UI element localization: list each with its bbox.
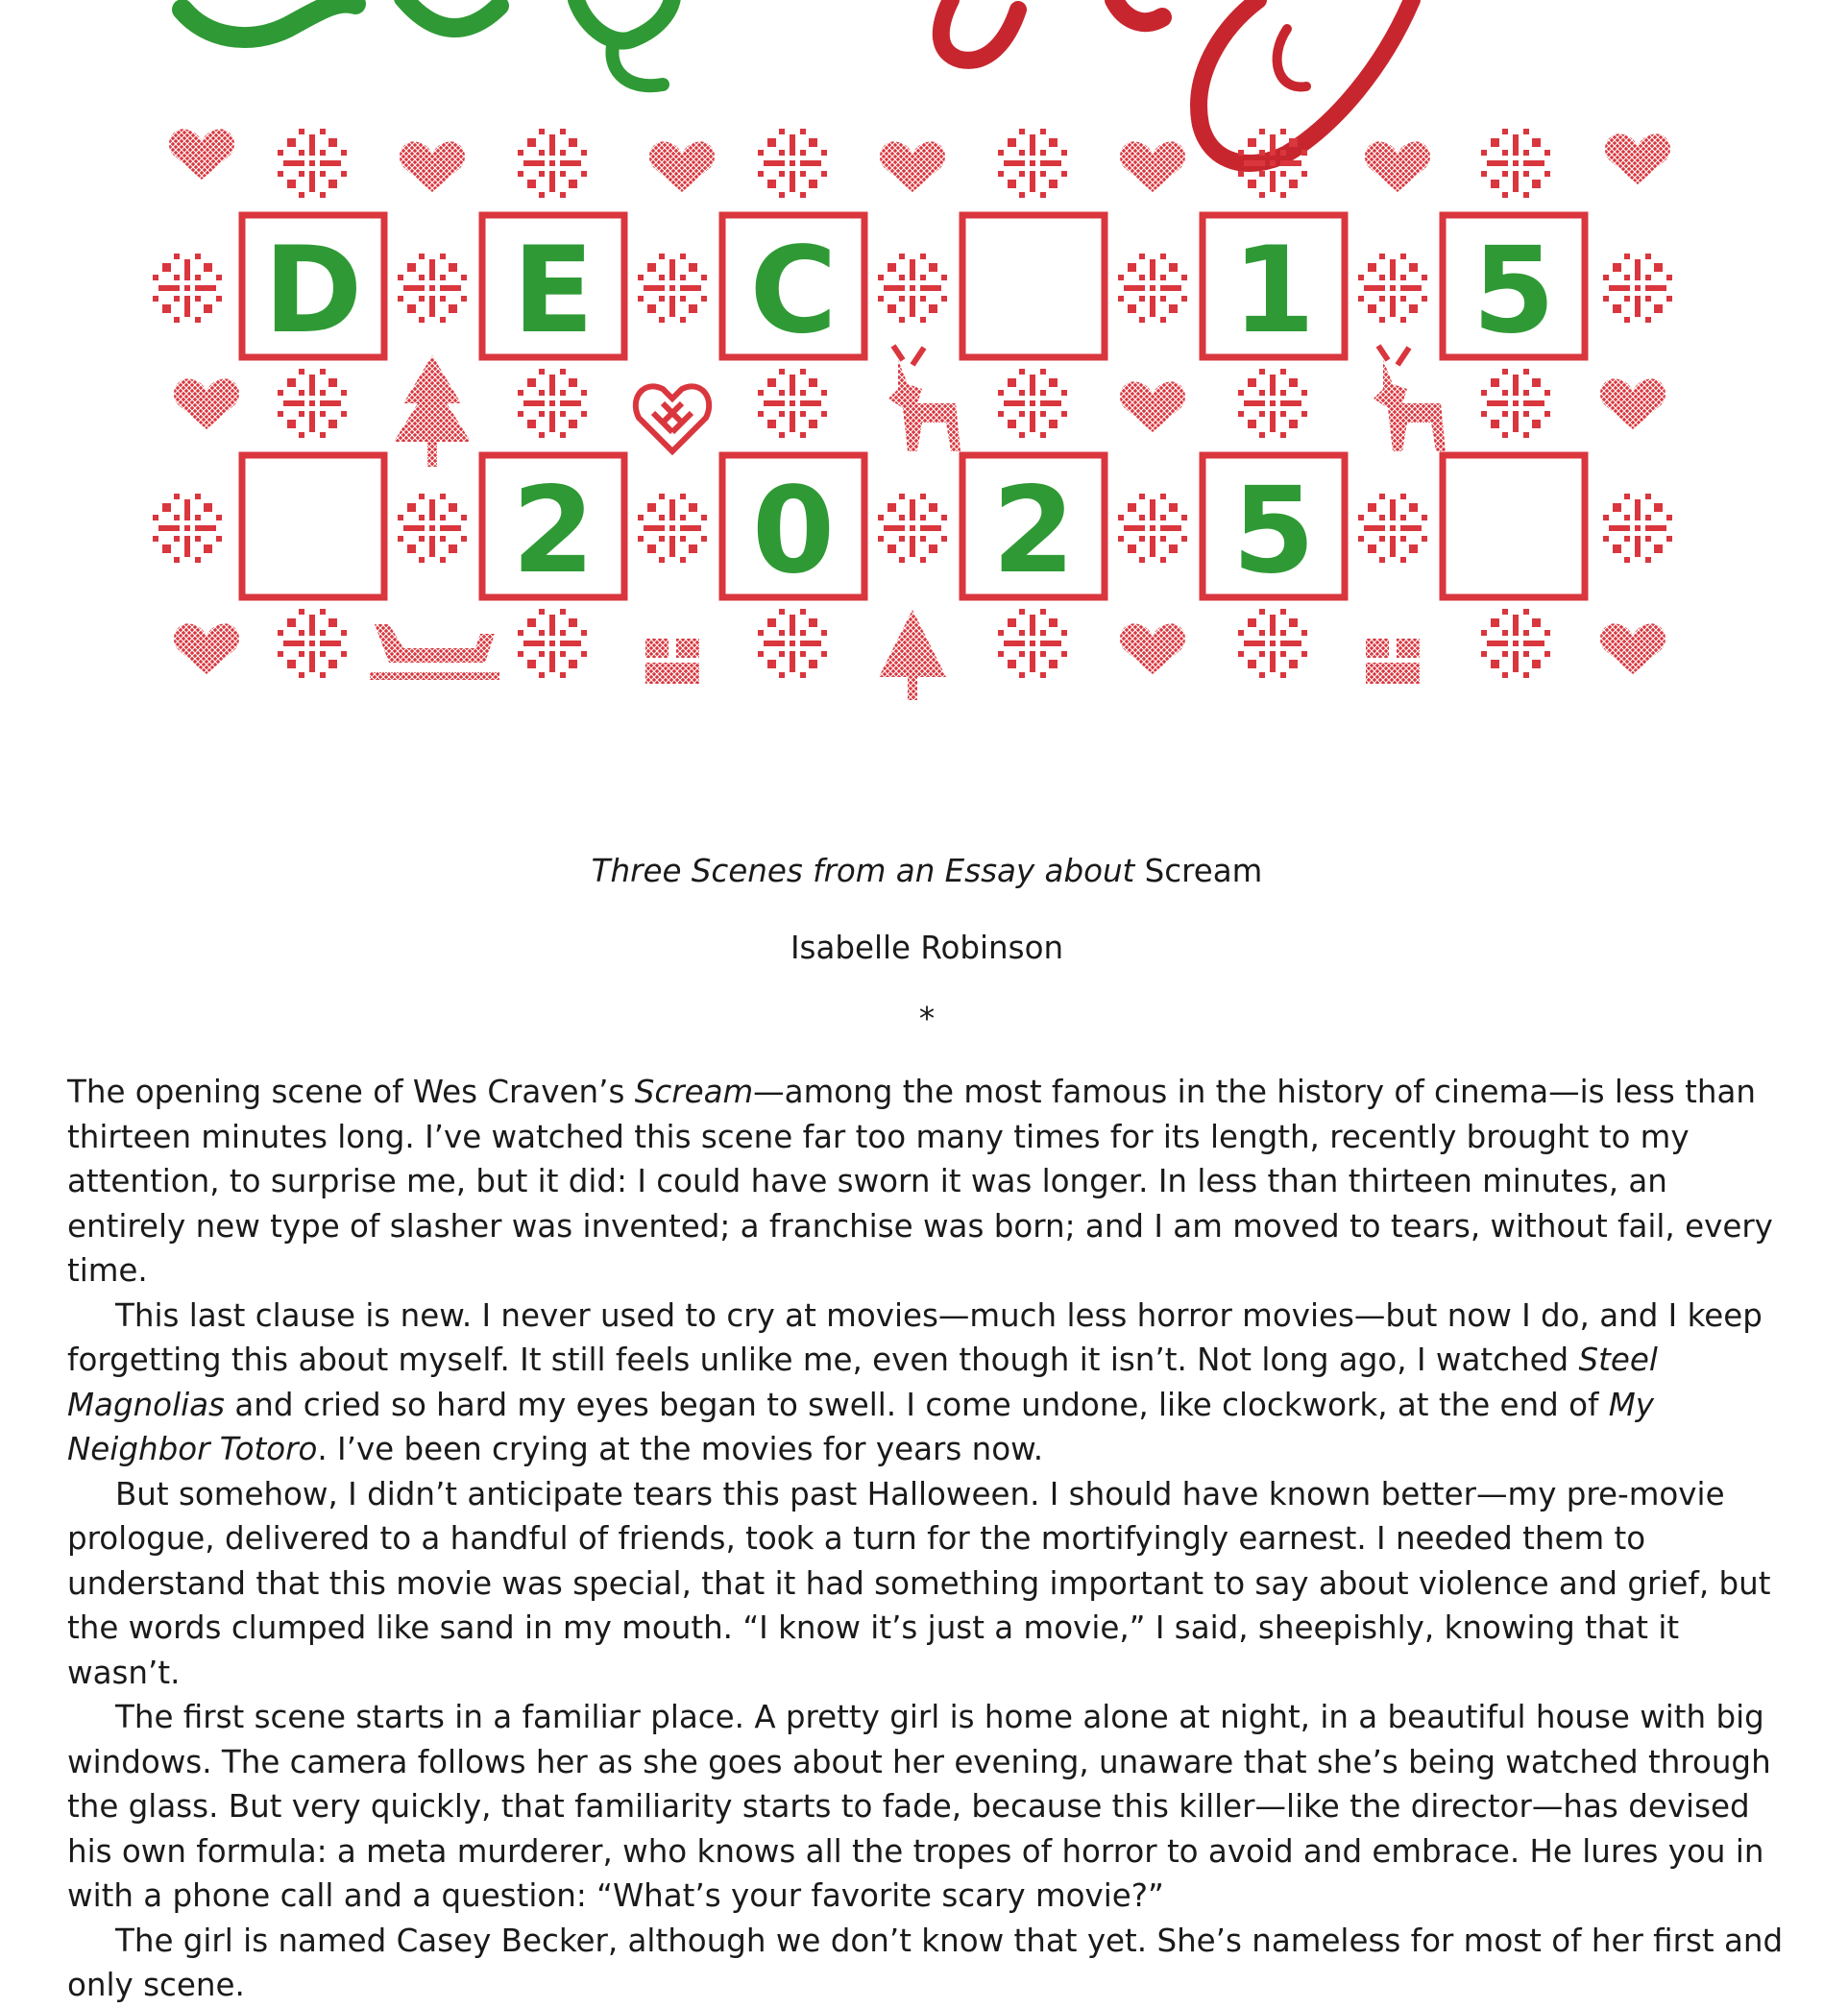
heart-icon [649,141,715,192]
snowflake-icon [1481,609,1550,678]
snowflake-icon [638,494,707,563]
article [67,826,1787,2008]
snowflake-icon [758,129,827,198]
article-title [67,837,1787,905]
date-character: 5 [1471,222,1556,360]
snowflake-icon [758,369,827,438]
heart-icon [1120,141,1185,192]
heart-icon [1120,381,1185,432]
snowflake-icon [518,129,587,198]
snowflake-icon [278,369,347,438]
snowflake-icon [1603,494,1672,563]
date-cell [962,215,1105,357]
date-character: D [263,222,363,360]
date-cell [1203,455,1345,600]
date-cell [962,455,1105,600]
snowflake-icon [278,609,347,678]
holiday-banner [0,0,1848,730]
date-cell [242,455,384,597]
script-lettering-icon [182,0,1412,163]
date-character: 1 [1231,222,1316,360]
heart-icon [1365,141,1430,192]
paragraph: The girl is named Casey Becker, although we don’t know that yet. She’s nameless for most of her first and only scene. [67,1922,1784,2003]
snowflake-icon [1238,609,1307,678]
snowflake-icon [153,494,222,563]
reindeer-icon [1374,346,1446,451]
snowflake-icon [758,609,827,678]
snowflake-icon [398,254,467,323]
date-character: 5 [1231,462,1316,600]
paragraph: This last clause is new. I never used to cry at movies—much less horror movies—but now I do, and I keep forgetting this about myself. It still feels unlike me, even though it isn’t. Not long ago, I watched Steel Magnolias and cried so hard my eyes began to swell. I come undone, like clockwork, at the end of My Neighbor Totoro. I’ve been crying at the movies for years now. [67,1296,1763,1467]
tree-icon [879,610,946,700]
date-cell [722,455,864,600]
snowflake-icon [518,369,587,438]
heart-icon [1600,623,1666,674]
date-character: 0 [751,462,836,600]
snowflake-icon [878,254,947,323]
snowflake-icon [878,494,947,563]
gift-icon [645,639,699,684]
author-byline: Isabelle Robinson [790,930,1064,966]
snowflake-icon [1238,129,1307,198]
date-cell [482,455,624,600]
date-cell [1443,455,1585,597]
snowflake-icon [398,494,467,563]
snowflake-icon [998,609,1067,678]
date-character: 2 [991,462,1076,600]
heart-icon [1120,623,1185,674]
title-film: Scream [1134,853,1263,889]
heart-icon [174,378,239,429]
snowflake-icon [1481,369,1550,438]
snowflake-icon [998,129,1067,198]
date-cell [1203,215,1345,360]
heart-icon [636,386,709,451]
heart-icon [169,129,234,180]
snowflake-icon [1603,254,1672,323]
snowflake-icon [998,369,1067,438]
snowflake-icon [1481,129,1550,198]
snowflake-icon [1238,369,1307,438]
heart-icon [1605,133,1670,184]
paragraph: The opening scene of Wes Craven’s Scream—among the most famous in the history of cinema—is less than thirteen minutes long. I’ve watched this scene far too many times for its length, recently brought to my attention, to surprise me, but it did: I could have sworn it was longer. In less than thirteen minutes, an entirely new type of slasher was invented; a franchise was born; and I am moved to tears, without fail, every time. [67,1074,1773,1289]
heart-icon [400,141,465,192]
title-italic: Three Scenes from an Essay about [591,853,1135,889]
gift-icon [1366,639,1420,684]
paragraph: The first scene starts in a familiar place. A pretty girl is home alone at night, in a beautiful house with big windows. The camera follows her as she goes about her evening, unaware that she’s being watched through the glass. But very quickly, that familiarity starts to fade, because this killer—like the director—has devised his own formula: a meta murderer, who knows all the tropes of horror to avoid and embrace. He lures you in with a phone call and a question: “What’s your favorite scary movie?” [67,1699,1771,1914]
sleigh-icon [370,624,499,680]
snowflake-icon [1118,494,1187,563]
reindeer-icon [888,346,960,451]
paragraph: But somehow, I didn’t anticipate tears this past Halloween. I should have known better—my pre-movie prologue, delivered to a handful of friends, took a turn for the mortifyingly earnest. I needed them to understand that this movie was special, that it had something important to say about violence and grief, but the words clumped like sand in my mouth. “I know it’s just a movie,” I said, sheepishly, knowing that it wasn’t. [67,1475,1771,1691]
snowflake-icon [1358,254,1427,323]
date-cell [242,215,384,360]
snowflake-icon [1118,254,1187,323]
section-divider: * [918,1001,936,1037]
date-cell [1443,215,1585,360]
snowflake-icon [1358,494,1427,563]
snowflake-icon [638,254,707,323]
date-character: E [512,222,595,360]
tree-icon [394,355,471,467]
date-character: 2 [511,462,596,600]
date-character: C [749,222,838,360]
snowflake-icon [153,254,222,323]
date-cell [482,215,624,360]
date-cell [722,215,864,360]
snowflake-icon [278,129,347,198]
heart-icon [174,623,239,674]
heart-icon [1600,378,1666,429]
snowflake-icon [518,609,587,678]
heart-icon [880,141,945,192]
